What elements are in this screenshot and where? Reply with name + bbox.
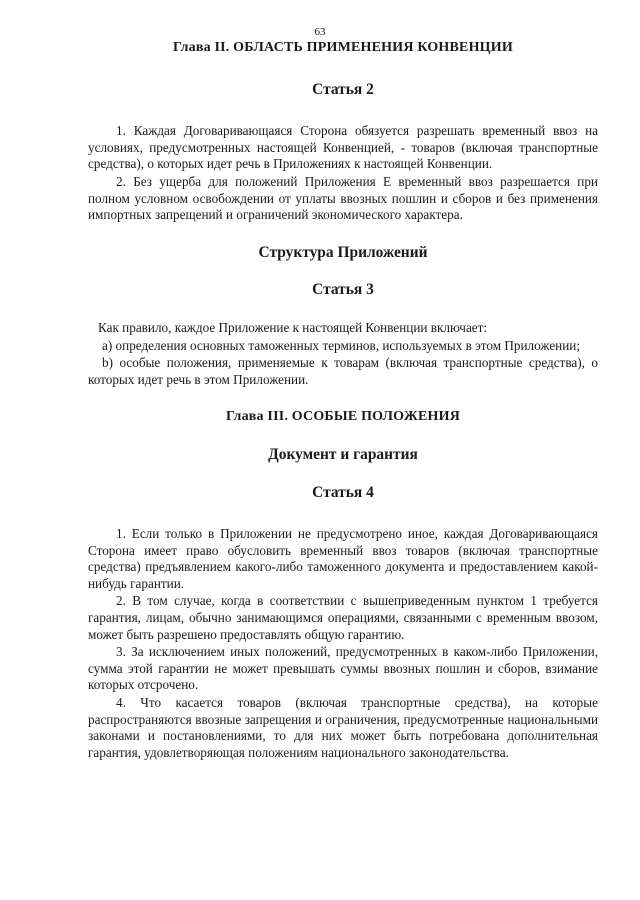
article-2-paragraph-1: 1. Каждая Договаривающаяся Сторона обязуется разрешать временный ввоз на условиях, предусмотренных настоящей Конвенцией, - товаров (включая транспортные средства), о которых идет речь в Приложениях к настоящей Конвенции. bbox=[88, 123, 598, 172]
annex-structure-title: Структура Приложений bbox=[258, 243, 428, 261]
chapter-3-title: Глава III. ОСОБЫЕ ПОЛОЖЕНИЯ bbox=[225, 409, 460, 425]
article-4-paragraph-4: 4. Что касается товаров (включая транспортные средства), на которые распространяются ввозные запрещения и ограничения, предусмотренные национальными законами и постановлениями, то для них может быть потребована дополнительная гарантия, удовлетворяющая положениям национального законодательства. bbox=[88, 695, 598, 760]
page-number: 63 bbox=[314, 26, 326, 38]
article-4-paragraph-1: 1. Если только в Приложении не предусмотрено иное, каждая Договаривающаяся Сторона имеет право обусловить временный ввоз товаров (включая транспортные средства) предъявлением какого-либо таможенного документа и предоставлением какой-нибудь гарантии. bbox=[88, 526, 598, 591]
article-3-title: Статья 3 bbox=[312, 281, 374, 299]
article-2-paragraph-2: 2. Без ущерба для положений Приложения Е временный ввоз разрешается при полном условном освобождении от уплаты ввозных пошлин и сборов и без применения импортных запрещений и ограничений экономического характера. bbox=[88, 173, 598, 223]
chapter-2-title: Глава II. ОБЛАСТЬ ПРИМЕНЕНИЯ КОНВЕНЦИИ bbox=[173, 40, 513, 55]
article-4-title: Статья 4 bbox=[312, 483, 374, 501]
article-2-title: Статья 2 bbox=[312, 80, 374, 98]
article-3-intro: Как правило, каждое Приложение к настоящей Конвенции включает: bbox=[98, 319, 488, 335]
article-4-paragraph-3: 3. За исключением иных положений, предусмотренных в каком-либо Приложении, сумма этой гарантии не может превышать суммы ввозных пошлин и сборов, взимание которых отсрочено. bbox=[88, 644, 598, 693]
article-3-item-a: a) определения основных таможенных терминов, используемых в этом Приложении; bbox=[102, 337, 581, 353]
document-body bbox=[88, 40, 598, 761]
article-3-item-b: b) особые положения, применяемые к товарам (включая транспортные средства), о которых идет речь в этом Приложении. bbox=[88, 355, 598, 387]
section-document-guarantee-title: Документ и гарантия bbox=[268, 445, 418, 463]
article-4-paragraph-2: 2. В том случае, когда в соответствии с вышеприведенным пунктом 1 требуется гарантия, лицам, обычно занимающимся операциями, связанными с временным ввозом, может быть разрешено предоставлять общую гарантию. bbox=[88, 593, 598, 642]
